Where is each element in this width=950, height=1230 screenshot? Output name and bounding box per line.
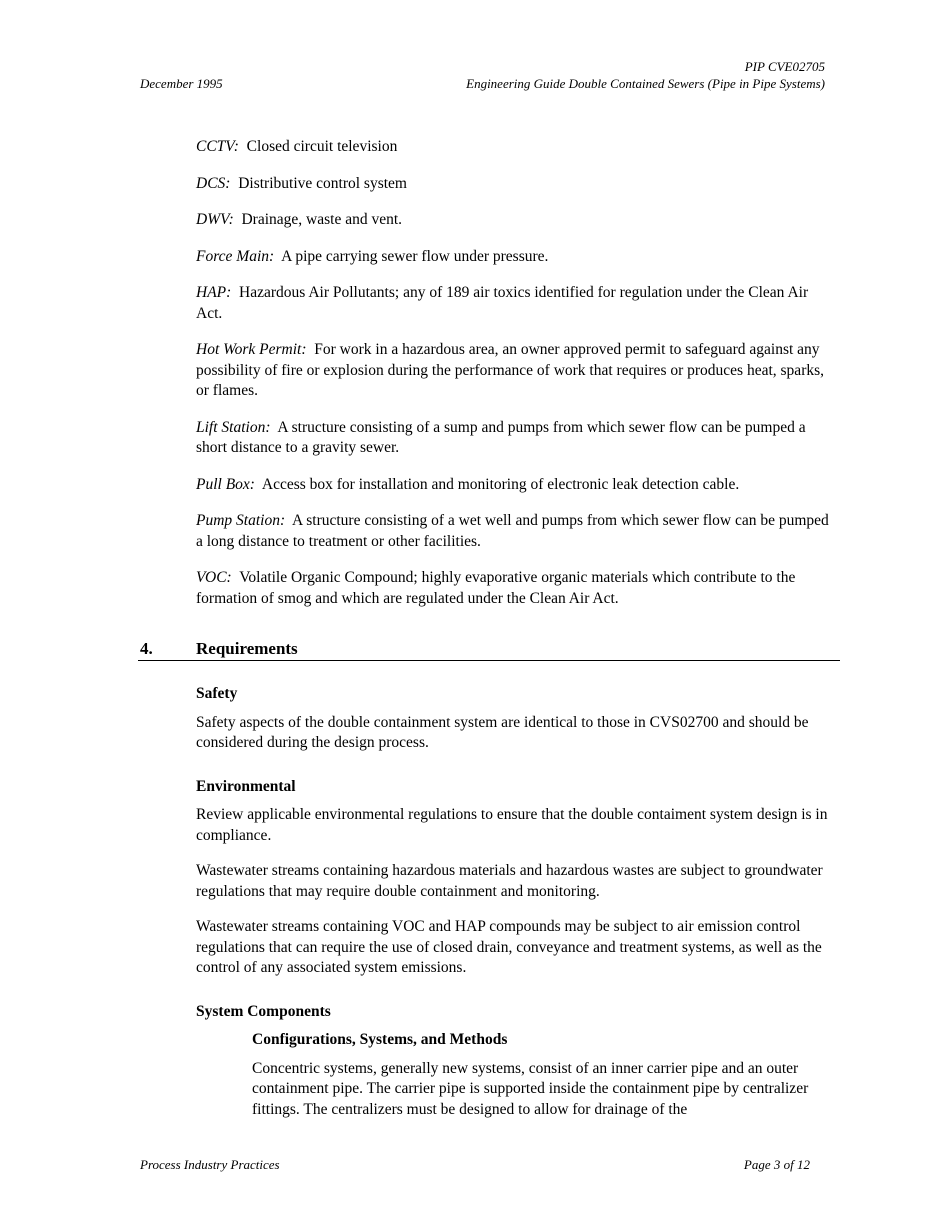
doc-date: December 1995	[140, 76, 223, 91]
section-heading	[138, 638, 840, 661]
definition-text: Closed circuit television	[246, 138, 398, 155]
definition	[196, 137, 836, 158]
definition-text: Distributive control system	[238, 174, 407, 192]
definition	[196, 475, 836, 496]
definition-term: Pull Box:	[196, 475, 255, 493]
definition-text: A pipe carrying sewer flow under pressure.	[281, 247, 549, 265]
definition	[196, 340, 836, 402]
definition-term: CCTV:	[196, 138, 239, 155]
definition-term: VOC:	[196, 569, 232, 586]
definitions-list	[196, 137, 836, 625]
definition-text: For work in a hazardous area, an owner approved permit to safeguard against any possibility of fire or explosion during the performance of work that requires or produces heat, sparks, or flames.	[196, 341, 825, 399]
doc-title: Engineering Guide Double Contained Sewers (Pipe in Pipe Systems)	[466, 76, 825, 91]
environmental-heading: Environmental	[196, 777, 296, 795]
requirements-body	[196, 684, 836, 1135]
safety-heading: Safety	[196, 685, 238, 702]
definition-term: Hot Work Permit:	[196, 341, 307, 358]
footer-left: Process Industry Practices	[140, 1157, 280, 1172]
configurations-paragraph: Concentric systems, generally new systems, consist of an inner carrier pipe and an outer containment pipe. The carrier pipe is supported inside the containment pipe by centralizer fittings. The centralizers must be designed to allow for drainage of the	[252, 1059, 809, 1118]
definition	[196, 418, 836, 459]
configurations-heading: Configurations, Systems, and Methods	[252, 1031, 508, 1048]
definition	[196, 511, 836, 552]
definition-term: Pump Station:	[196, 512, 286, 529]
definition-text: Hazardous Air Pollutants; any of 189 air toxics identified for regulation under the Clean Air Act.	[196, 284, 809, 322]
components-heading: System Components	[196, 1002, 331, 1020]
definition-text: Drainage, waste and vent.	[241, 211, 403, 228]
definition	[196, 283, 836, 324]
safety-paragraph: Safety aspects of the double containment system are identical to those in CVS02700 and should be considered during the design process.	[196, 713, 809, 751]
environmental-paragraph: Review applicable environmental regulations to ensure that the double contaiment system design is in compliance.	[196, 806, 828, 844]
section-title: Requirements	[196, 639, 298, 658]
doc-id: PIP CVE02705	[744, 59, 825, 74]
definition-text: Volatile Organic Compound; highly evaporative organic materials which contribute to the formation of smog and which are regulated under the Clean Air Act.	[196, 569, 796, 607]
definition-term: Force Main:	[196, 247, 275, 265]
definition	[196, 210, 836, 231]
definition	[196, 247, 836, 268]
section-number: 4.	[140, 639, 153, 658]
definition-text: Access box for installation and monitoring of electronic leak detection cable.	[261, 475, 740, 493]
environmental-paragraph: Wastewater streams containing hazardous materials and hazardous wastes are subject to groundwater regulations that may require double containment and monitoring.	[196, 862, 823, 900]
definition-term: HAP:	[196, 284, 232, 301]
page-number: Page 3 of 12	[743, 1157, 810, 1172]
definition	[196, 174, 836, 195]
definition-term: Lift Station:	[196, 418, 271, 436]
definition-term: DCS:	[196, 174, 231, 192]
header-right	[466, 58, 825, 92]
environmental-paragraph: Wastewater streams containing VOC and HAP compounds may be subject to air emission control regulations that can require the use of closed drain, conveyance and treatment systems, as well as the control of any associated system emissions.	[196, 918, 822, 976]
definition-term: DWV:	[196, 211, 234, 228]
definition-text: A structure consisting of a sump and pumps from which sewer flow can be pumped a short distance to a gravity sewer.	[196, 418, 806, 456]
definition	[196, 568, 836, 609]
definition-text: A structure consisting of a wet well and pumps from which sewer flow can be pumped a long distance to treatment or other facilities.	[196, 512, 829, 550]
